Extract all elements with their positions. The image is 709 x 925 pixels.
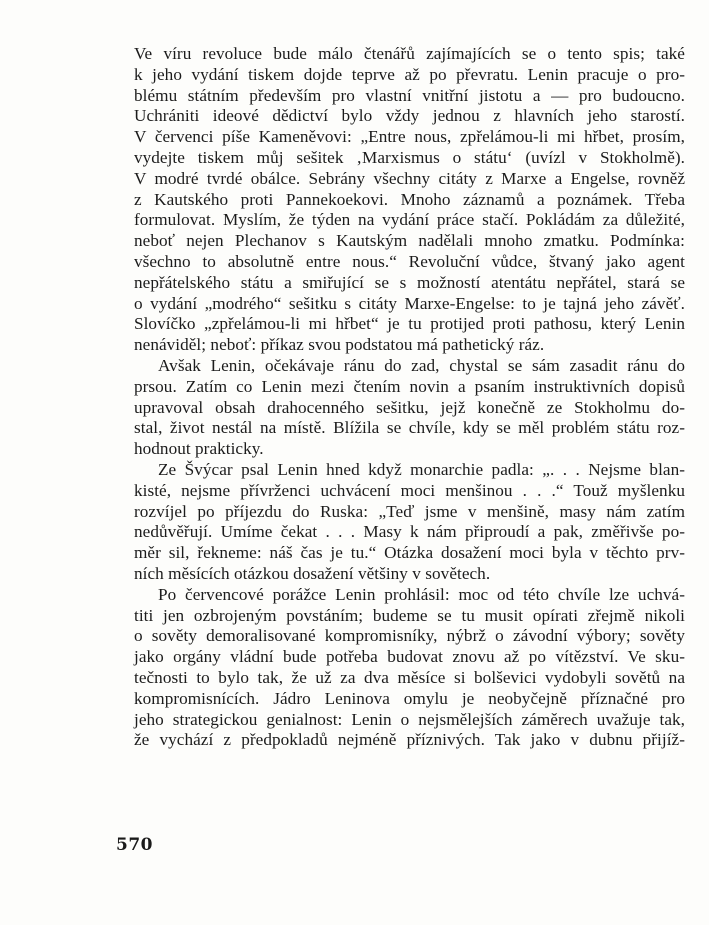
text-line: k jeho vydání tiskem dojde teprve až po převratu. Lenin pracuje o pro- <box>134 64 685 84</box>
text-line: jako orgány vládní bude potřeba budovat znovu až po vítězství. Ve sku- <box>134 647 685 667</box>
text-line: kompromisnících. Jádro Leninova omylu je neobyčejně příznačné pro <box>134 688 685 708</box>
text-line: Po červencové porážce Lenin prohlásil: moc od této chvíle lze uchvá- <box>158 584 685 604</box>
text-line: jeho strategickou genialnost: Lenin o nejsmělejších záměrech uvažuje tak, <box>134 709 685 729</box>
text-line: rozvíjel po příjezdu do Ruska: „Teď jsme v menšině, masy nám zatím <box>134 501 685 521</box>
text-line: nepřátelského státu a smiřující se s možností atentátu nepřátel, stará se <box>134 272 685 292</box>
text-line: nenáviděl; neboť: příkaz svou podstatou má pathetický ráz. <box>134 335 545 355</box>
body-text <box>134 44 685 751</box>
paragraph <box>134 356 685 460</box>
text-line: že vychází z předpokladů nejméně příznivých. Tak jako v dubnu přijíž- <box>134 730 685 750</box>
text-line: tečnosti to bylo tak, že už za dva měsíce si bolševici vydobyli sovětů na <box>134 667 685 687</box>
text-line: V červenci píše Kameněvovi: „Entre nous, zpřelámou-li mi hřbet, prosím, <box>134 127 685 147</box>
text-line: z Kautského proti Pannekoekovi. Mnoho záznamů a poznámek. Třeba <box>134 189 685 209</box>
text-line: neboť nejen Plechanov s Kautským nadělali mnoho zmatku. Podmínka: <box>134 231 685 251</box>
text-line: nedůvěřují. Umíme čekat . . . Masy k nám připroudí a pak, změřivše po- <box>134 522 685 542</box>
text-line: ních měsících otázkou dosažení většiny v sovětech. <box>134 563 491 583</box>
text-line: hodnout prakticky. <box>134 439 264 459</box>
text-line: formulovat. Myslím, že týden na vydání práce stačí. Pokládám za důležité, <box>134 210 685 230</box>
text-line: kisté, nejsme přívrženci uchvácení moci menšinou . . .“ Touž myšlenku <box>134 480 685 500</box>
paragraph <box>134 44 685 356</box>
text-line: Avšak Lenin, očekávaje ránu do zad, chystal se sám zasadit ránu do <box>158 355 685 375</box>
paragraph <box>134 460 685 585</box>
text-line: Slovíčko „zpřelámou-li mi hřbet“ je tu protijed proti pathosu, který Lenin <box>134 314 685 334</box>
text-line: vydejte tiskem můj sešitek ‚Marxismus o státu‘ (uvízl v Stokholmě). <box>134 147 685 167</box>
text-line: upravoval obsah drahocenného sešitku, jejž konečně ze Stokholmu do- <box>134 397 685 417</box>
text-line: titi jen ozbrojeným povstáním; budeme se tu musit opírati zřejmě nikoli <box>134 605 685 625</box>
text-line: Ze Švýcar psal Lenin hned když monarchie padla: „. . . Nejsme blan- <box>158 459 685 479</box>
text-line: o vydání „modrého“ sešitku s citáty Marxe-Engelse: to je tajná jeho závěť. <box>134 293 685 313</box>
text-line: prsou. Zatím co Lenin mezi čtením novin a psaním instruktivních dopisů <box>134 376 685 396</box>
text-line: Ve víru revoluce bude málo čtenářů zajímajících se o tento spis; také <box>134 44 685 63</box>
text-line: blému státním především pro vlastní vnitřní jistotu a — pro budoucno. <box>134 85 685 105</box>
text-line: Uchrániti ideové dědictví bylo vždy jednou z hlavních jeho starostí. <box>134 106 685 126</box>
text-line: stal, život nestál na místě. Blížila se chvíle, kdy se měl problém státu roz- <box>134 418 685 438</box>
text-line: měr sil, řekneme: náš čas je tu.“ Otázka dosažení moci byla v těchto prv- <box>134 543 685 563</box>
text-line: o sověty demoralisované kompromisníky, nýbrž o závodní výbory; sověty <box>134 626 685 646</box>
paragraph <box>134 585 685 751</box>
text-line: všechno to absolutně entre nous.“ Revoluční vůdce, štvaný jako agent <box>134 251 685 271</box>
page-number: 570 <box>116 835 153 855</box>
text-line: V modré tvrdé obálce. Sebrány všechny citáty z Marxe a Engelse, rovněž <box>134 168 685 188</box>
